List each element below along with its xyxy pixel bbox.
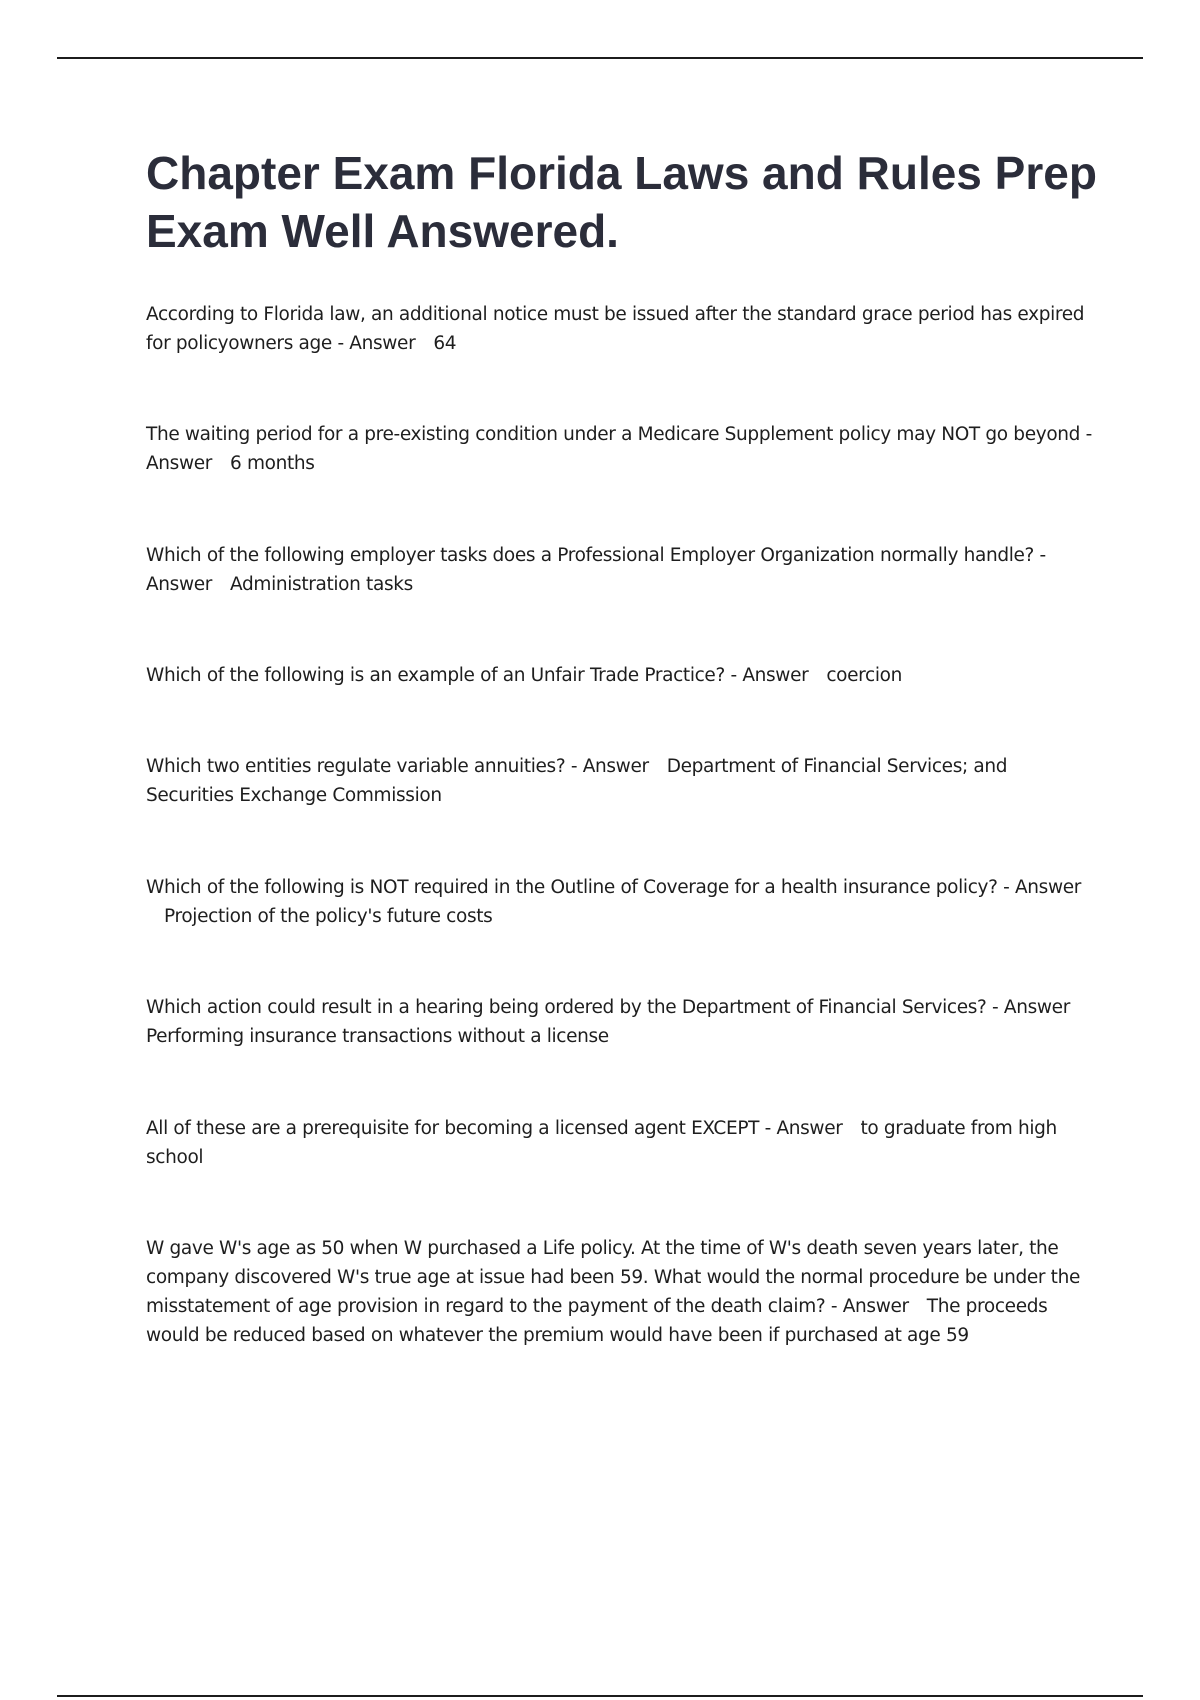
bottom-divider xyxy=(57,1695,1143,1697)
question-text: All of these are a prerequisite for becoming a licensed agent EXCEPT - Answer xyxy=(146,1118,843,1139)
qa-item xyxy=(146,752,1096,810)
qa-item xyxy=(146,993,1096,1051)
answer-text: The proceeds would be reduced based on whatever the premium would have been if purchased at age 59 xyxy=(146,1296,1048,1346)
question-text: Which two entities regulate variable annuities? - Answer xyxy=(146,756,649,777)
page-title: Chapter Exam Florida Laws and Rules Prep Exam Well Answered. xyxy=(146,147,1097,257)
answer-text: 64 xyxy=(433,333,457,354)
question-text: The waiting period for a pre-existing condition under a Medicare Supplement policy may NOT go beyond - Answer xyxy=(146,424,1092,474)
answer-text: Performing insurance transactions without a license xyxy=(146,1026,609,1047)
answer-text: to graduate from high school xyxy=(146,1118,1057,1168)
qa-item xyxy=(146,541,1096,599)
question-text: According to Florida law, an additional notice must be issued after the standard grace period has expired for policyowners age - Answer xyxy=(146,304,1085,354)
qa-item xyxy=(146,420,1096,478)
answer-text: Projection of the policy's future costs xyxy=(164,906,493,927)
top-divider xyxy=(57,57,1143,59)
question-text: W gave W's age as 50 when W purchased a Life policy. At the time of W's death seven years later, the company discovered W's true age at issue had been 59. What would the normal procedure be under the misstatement of age provision in regard to the payment of the death claim? - Answer xyxy=(146,1238,1080,1317)
answer-text: coercion xyxy=(826,665,902,686)
question-text: Which of the following is an example of an Unfair Trade Practice? - Answer xyxy=(146,665,809,686)
question-text: Which of the following employer tasks does a Professional Employer Organization normally handle? - Answer xyxy=(146,545,1046,595)
qa-item xyxy=(146,873,1096,931)
question-text: Which action could result in a hearing being ordered by the Department of Financial Services? - Answer xyxy=(146,997,1070,1018)
answer-text: Administration tasks xyxy=(230,574,413,595)
qa-item xyxy=(146,1114,1096,1172)
qa-item xyxy=(146,661,1096,690)
qa-item xyxy=(146,300,1096,358)
answer-text: 6 months xyxy=(230,453,315,474)
answer-text: Department of Financial Services; and Securities Exchange Commission xyxy=(146,756,1008,806)
question-text: Which of the following is NOT required in the Outline of Coverage for a health insurance policy? - Answer xyxy=(146,877,1082,898)
qa-item xyxy=(146,1234,1096,1350)
